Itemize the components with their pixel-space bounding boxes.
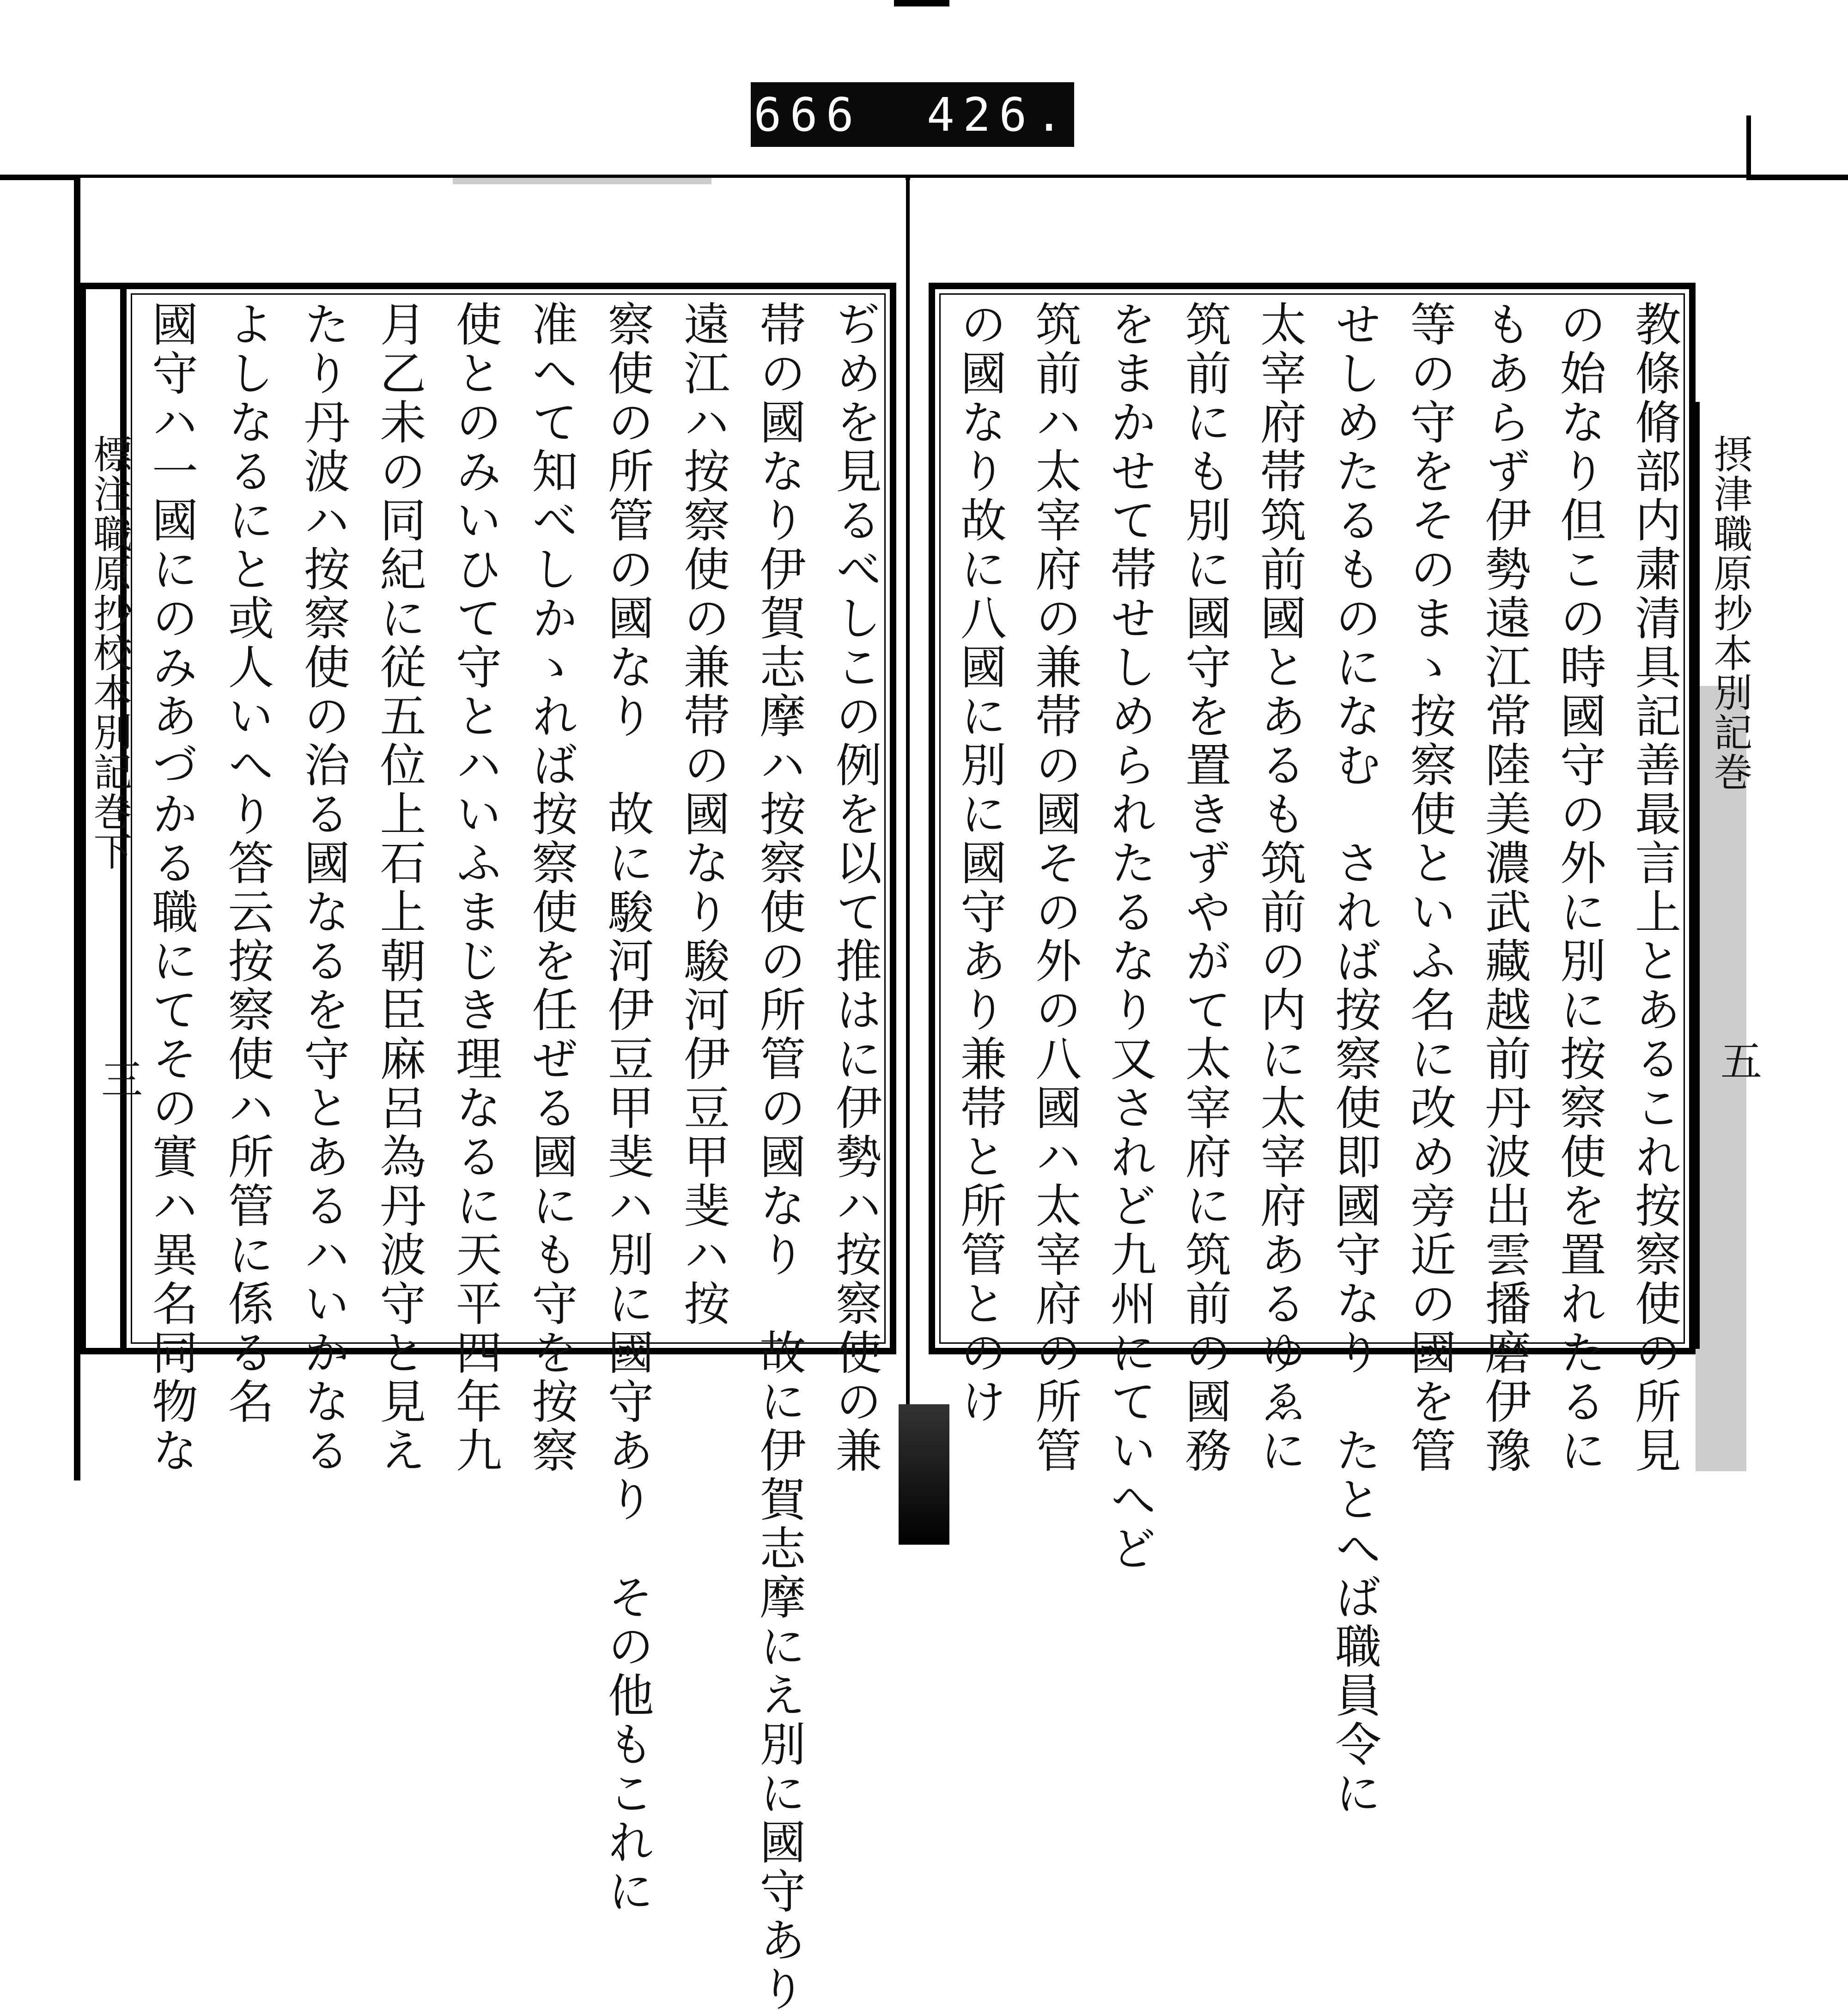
text-column: 察使の所管の國なり 故に駿河伊豆甲斐ハ別に國守あり その他もこれに bbox=[600, 300, 654, 1916]
book-top-edge-right bbox=[1746, 115, 1751, 180]
right-margin-title: 摂津職原抄本別記巻 bbox=[1708, 434, 1753, 792]
text-column: 筑前ハ太宰府の兼帯の國その外の八國ハ太宰府の所管 bbox=[1027, 300, 1082, 1475]
text-column: よしなるにと或人いへり答云按察使ハ所管に係る名 bbox=[220, 300, 274, 1426]
text-column: 帯の國なり伊賀志摩ハ按察使の所管の國なり 故に伊賀志摩にえ別に國守あり bbox=[752, 300, 806, 2014]
text-column: 准へて知べしかゝれば按察使を任ぜる國にも守を按察 bbox=[524, 300, 578, 1475]
right-folio: 五 bbox=[1713, 1039, 1762, 1081]
left-margin-title: 標注職原抄校本別記巻下 bbox=[87, 434, 133, 871]
text-column: 國守ハ一國にのみあづかる職にてその實ハ異名同物な bbox=[144, 300, 198, 1475]
text-column: せしめたるものになむ されば按察使即國守なり たとへば職員令に bbox=[1327, 300, 1382, 1818]
text-column: たり丹波ハ按察使の治る國なるを守とあるハいかなる bbox=[296, 300, 350, 1475]
text-column: ぢめを見るべしこの例を以て推はに伊勢ハ按察使の兼 bbox=[827, 300, 882, 1475]
spine-line bbox=[906, 175, 910, 1422]
text-column: 使とのみいひて守とハいふまじき理なるに天平四年九 bbox=[448, 300, 502, 1475]
text-column: 教條脩部内粛清具記善最言上とあるこれ按察使の所見 bbox=[1627, 300, 1681, 1475]
text-column: 月乙未の同紀に従五位上石上朝臣麻呂為丹波守と見え bbox=[372, 300, 426, 1475]
text-column: 太宰府帯筑前國とあるも筑前の内に太宰府あるゆゑに bbox=[1252, 300, 1307, 1475]
spine-shadow bbox=[899, 1404, 949, 1545]
binding-tab bbox=[894, 0, 949, 6]
scan-number-right: 426. bbox=[926, 87, 1071, 142]
text-column: 等の守をそのまゝ按察使といふ名に改め旁近の國を管 bbox=[1402, 300, 1457, 1475]
scan-number-left: 666 bbox=[754, 87, 862, 142]
text-column: をまかせて帯せしめられたるなり又されど九州にていへど bbox=[1102, 300, 1157, 1573]
left-text-columns bbox=[144, 300, 882, 2014]
text-column: 遠江ハ按察使の兼帯の國なり駿河伊豆甲斐ハ按 bbox=[676, 300, 730, 1329]
text-column: 筑前にも別に國守を置きずやがて太宰府に筑前の國務 bbox=[1177, 300, 1232, 1475]
scan-label bbox=[751, 82, 1074, 147]
text-column: の國なり故に八國に別に國守あり兼帯と所管とのけ bbox=[953, 300, 1007, 1426]
text-column: もあらず伊勢遠江常陸美濃武藏越前丹波出雲播磨伊豫 bbox=[1477, 300, 1532, 1475]
text-column: の始なり但この時國守の外に別に按察使を置れたるに bbox=[1552, 300, 1606, 1475]
right-text-columns bbox=[953, 300, 1681, 1818]
left-folio: 三 bbox=[94, 1058, 142, 1099]
